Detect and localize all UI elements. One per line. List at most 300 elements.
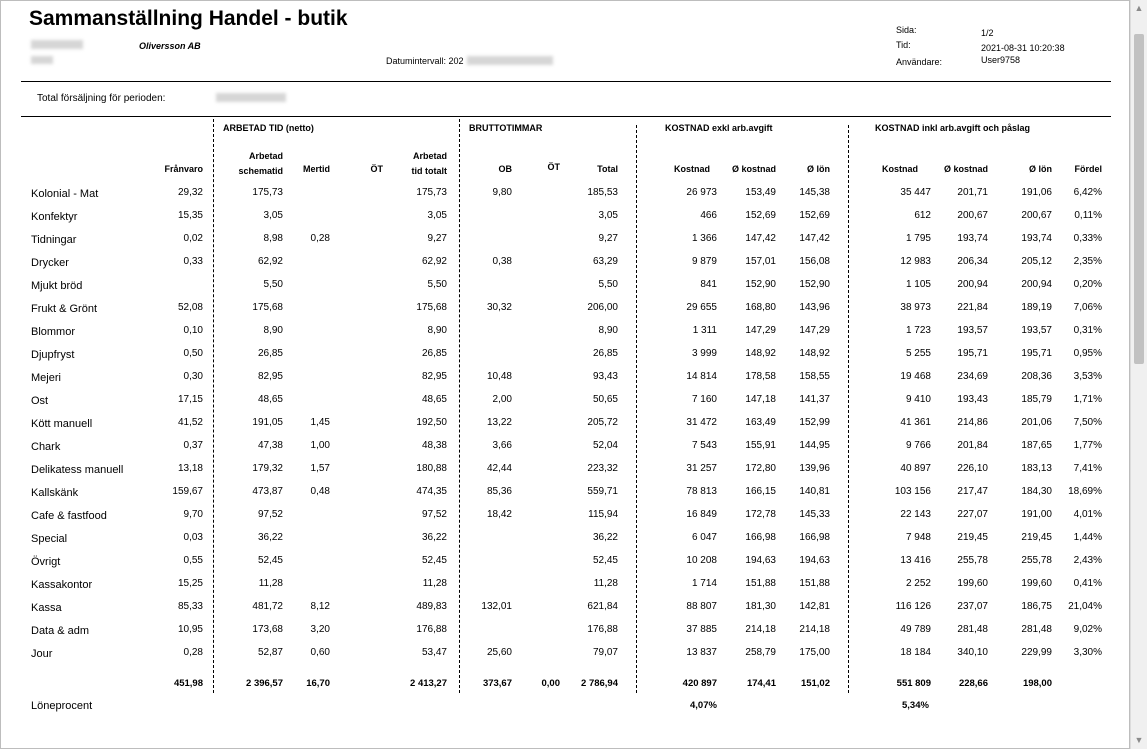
cell-okostnad-inkl: 193,74	[957, 233, 988, 244]
redacted-store-code	[31, 56, 53, 64]
cell-okostnad-inkl: 237,07	[957, 601, 988, 612]
cell-kostnad: 1 311	[692, 325, 717, 336]
cell-schematid: 52,87	[257, 647, 283, 658]
cell-ob: 132,01	[481, 601, 512, 612]
cell-okostnad: 151,88	[745, 578, 776, 589]
cell-kostnad-inkl: 2 252	[905, 578, 931, 589]
cell-ob: 0,38	[492, 256, 512, 267]
cell-olon: 142,81	[799, 601, 830, 612]
cell-olon-inkl: 193,57	[1021, 325, 1052, 336]
cell-fordel: 4,01%	[1073, 509, 1102, 520]
cell-fordel: 0,11%	[1074, 210, 1102, 221]
divider-kostnad	[848, 125, 849, 693]
cell-kostnad: 10 208	[686, 555, 717, 566]
cell-tid-totalt: 175,68	[416, 302, 447, 313]
cell-olon: 152,99	[799, 417, 830, 428]
row-label: Kallskänk	[31, 487, 79, 499]
cell-schematid: 48,65	[257, 394, 283, 405]
col-o-lon-inkl: Ø lön	[1029, 164, 1052, 174]
cell-schematid: 173,68	[252, 624, 283, 635]
cell-tid-totalt: 36,22	[421, 532, 447, 543]
cell-olon-inkl: 205,12	[1021, 256, 1052, 267]
cell-olon: 147,29	[799, 325, 830, 336]
cell-schematid: 8,90	[263, 325, 283, 336]
cell-okostnad-inkl: 201,71	[957, 187, 988, 198]
cell-kostnad: 16 849	[686, 509, 717, 520]
total-kostnad: 420 897	[682, 678, 717, 689]
row-label: Djupfryst	[31, 349, 75, 361]
cell-total: 3,05	[598, 210, 618, 221]
cell-total: 8,90	[598, 325, 618, 336]
cell-total: 115,94	[588, 509, 618, 520]
cell-franvaro: 159,67	[172, 486, 203, 497]
user-label: Användare:	[896, 57, 943, 67]
cell-olon-inkl: 189,19	[1021, 302, 1052, 313]
cell-olon-inkl: 186,75	[1021, 601, 1052, 612]
cell-schematid: 11,28	[258, 578, 283, 589]
cell-kostnad-inkl: 41 361	[900, 417, 931, 428]
cell-mertid: 8,12	[310, 601, 330, 612]
cell-schematid: 8,98	[263, 233, 283, 244]
cell-tid-totalt: 180,88	[416, 463, 447, 474]
cell-kostnad-inkl: 7 948	[905, 532, 931, 543]
cell-tid-totalt: 62,92	[421, 256, 447, 267]
scroll-thumb[interactable]	[1134, 34, 1144, 364]
cell-mertid: 0,48	[310, 486, 330, 497]
cell-schematid: 3,05	[263, 210, 283, 221]
col-o-lon: Ø lön	[807, 164, 830, 174]
cell-okostnad-inkl: 193,57	[957, 325, 988, 336]
cell-olon-inkl: 201,06	[1021, 417, 1052, 428]
cell-fordel: 18,69%	[1068, 486, 1102, 497]
cell-okostnad-inkl: 221,84	[957, 302, 988, 313]
total-o-kostnad-inkl: 228,66	[958, 678, 988, 689]
cell-kostnad: 14 814	[686, 371, 717, 382]
cell-total: 79,07	[592, 647, 618, 658]
cell-kostnad: 29 655	[686, 302, 717, 313]
cell-okostnad: 148,92	[745, 348, 776, 359]
cell-okostnad: 152,90	[745, 279, 776, 290]
cell-kostnad-inkl: 40 897	[900, 463, 931, 474]
total-franvaro: 451,98	[173, 678, 203, 689]
col-ot: ÖT	[370, 164, 383, 174]
cell-okostnad-inkl: 206,34	[957, 256, 988, 267]
cell-total: 11,28	[593, 578, 618, 589]
cell-schematid: 97,52	[257, 509, 283, 520]
cell-mertid: 0,28	[310, 233, 330, 244]
cell-ob: 9,80	[492, 187, 512, 198]
cell-tid-totalt: 82,95	[421, 371, 447, 382]
total-kostnad-inkl: 551 809	[896, 678, 931, 689]
cell-total: 9,27	[598, 233, 618, 244]
page-value: 1/2	[981, 28, 994, 38]
cell-total: 52,45	[592, 555, 618, 566]
cell-okostnad: 147,18	[745, 394, 776, 405]
row-label: Kolonial - Mat	[31, 188, 99, 200]
cell-schematid: 52,45	[257, 555, 283, 566]
scroll-up-arrow-icon[interactable]: ▲	[1134, 3, 1144, 13]
row-label: Övrigt	[31, 556, 61, 568]
cell-fordel: 0,41%	[1073, 578, 1102, 589]
cell-fordel: 0,20%	[1073, 279, 1102, 290]
cell-mertid: 1,57	[310, 463, 330, 474]
row-label: Tidningar	[31, 234, 77, 246]
cell-franvaro: 0,03	[183, 532, 203, 543]
row-label: Frukt & Grönt	[31, 303, 98, 315]
cell-total: 176,88	[587, 624, 618, 635]
cell-total: 93,43	[592, 371, 618, 382]
cell-kostnad-inkl: 5 255	[905, 348, 931, 359]
cell-kostnad: 841	[700, 279, 717, 290]
cell-fordel: 21,04%	[1068, 601, 1102, 612]
cell-tid-totalt: 97,52	[421, 509, 447, 520]
cell-fordel: 1,71%	[1073, 394, 1102, 405]
cell-tid-totalt: 52,45	[421, 555, 447, 566]
cell-okostnad: 178,58	[745, 371, 776, 382]
total-tid-totalt: 2 413,27	[410, 678, 447, 689]
cell-franvaro: 9,70	[183, 509, 203, 520]
cell-schematid: 473,87	[252, 486, 283, 497]
row-label: Drycker	[31, 257, 69, 269]
cell-okostnad-inkl: 193,43	[957, 394, 988, 405]
cell-ob: 18,42	[486, 509, 512, 520]
company-name: Oliversson AB	[139, 41, 201, 51]
cell-schematid: 481,72	[252, 601, 283, 612]
cell-fordel: 7,06%	[1073, 302, 1102, 313]
cell-tid-totalt: 48,65	[421, 394, 447, 405]
cell-olon: 148,92	[799, 348, 830, 359]
cell-olon: 152,90	[799, 279, 830, 290]
cell-kostnad: 1 366	[691, 233, 717, 244]
cell-okostnad-inkl: 219,45	[957, 532, 988, 543]
cell-olon: 143,96	[799, 302, 830, 313]
cell-okostnad-inkl: 214,86	[957, 417, 988, 428]
cell-olon: 139,96	[799, 463, 830, 474]
cell-ob: 13,22	[486, 417, 512, 428]
cell-kostnad-inkl: 49 789	[900, 624, 931, 635]
cell-fordel: 2,35%	[1073, 256, 1102, 267]
col-o-kostnad-inkl: Ø kostnad	[943, 164, 988, 174]
cell-olon: 147,42	[799, 233, 830, 244]
loneprocent-exkl: 4,07%	[690, 700, 717, 711]
cell-total: 185,53	[587, 187, 618, 198]
cell-olon: 144,95	[799, 440, 830, 451]
total-ot-brutto: 0,00	[541, 678, 560, 689]
cell-tid-totalt: 192,50	[416, 417, 447, 428]
cell-okostnad: 166,98	[745, 532, 776, 543]
cell-kostnad-inkl: 19 468	[900, 371, 931, 382]
cell-olon-inkl: 208,36	[1021, 371, 1052, 382]
col-ob: OB	[498, 164, 512, 174]
cell-franvaro: 0,37	[183, 440, 203, 451]
cell-tid-totalt: 53,47	[421, 647, 447, 658]
vertical-scrollbar[interactable]	[1130, 0, 1147, 749]
page-label: Sida:	[896, 25, 917, 35]
cell-tid-totalt: 8,90	[427, 325, 447, 336]
cell-okostnad: 168,80	[745, 302, 776, 313]
col-o-kostnad: Ø kostnad	[731, 164, 776, 174]
cell-olon: 151,88	[799, 578, 830, 589]
redacted-period-sales	[216, 93, 286, 102]
cell-olon-inkl: 255,78	[1021, 555, 1052, 566]
section-kostnad-inkl: KOSTNAD inkl arb.avgift och påslag	[875, 123, 1031, 133]
total-o-lon-inkl: 198,00	[1022, 678, 1052, 689]
cell-franvaro: 10,95	[177, 624, 203, 635]
section-kostnad-exkl: KOSTNAD exkl arb.avgift	[665, 123, 773, 133]
cell-olon-inkl: 191,06	[1021, 187, 1052, 198]
cell-franvaro: 13,18	[177, 463, 203, 474]
cell-kostnad: 1 714	[691, 578, 717, 589]
cell-kostnad-inkl: 1 105	[905, 279, 931, 290]
table-top-divider	[21, 116, 1111, 117]
cell-kostnad-inkl: 22 143	[900, 509, 931, 520]
cell-franvaro: 15,25	[177, 578, 203, 589]
cell-okostnad: 194,63	[745, 555, 776, 566]
row-label: Delikatess manuell	[31, 464, 124, 476]
row-label: Chark	[31, 441, 61, 453]
cell-olon-inkl: 199,60	[1021, 578, 1052, 589]
total-mertid: 16,70	[306, 678, 330, 689]
loneprocent-inkl: 5,34%	[902, 700, 929, 711]
cell-franvaro: 0,50	[183, 348, 203, 359]
cell-olon-inkl: 281,48	[1021, 624, 1052, 635]
cell-olon: 156,08	[799, 256, 830, 267]
cell-schematid: 191,05	[252, 417, 283, 428]
cell-kostnad-inkl: 9 766	[905, 440, 931, 451]
cell-olon: 145,33	[799, 509, 830, 520]
cell-schematid: 36,22	[257, 532, 283, 543]
cell-total: 206,00	[587, 302, 618, 313]
cell-franvaro: 52,08	[177, 302, 203, 313]
loneprocent-label: Löneprocent	[31, 700, 93, 712]
cell-olon: 140,81	[799, 486, 830, 497]
cell-franvaro: 85,33	[177, 601, 203, 612]
cell-okostnad-inkl: 340,10	[957, 647, 988, 658]
cell-schematid: 175,68	[252, 302, 283, 313]
cell-kostnad: 13 837	[686, 647, 717, 658]
row-label: Kassakontor	[31, 579, 93, 591]
cell-fordel: 2,43%	[1073, 555, 1102, 566]
cell-schematid: 179,32	[252, 463, 283, 474]
total-o-kostnad: 174,41	[746, 678, 776, 689]
cell-okostnad-inkl: 199,60	[957, 578, 988, 589]
total-total: 2 786,94	[581, 678, 618, 689]
cell-olon-inkl: 184,30	[1021, 486, 1052, 497]
cell-kostnad-inkl: 12 983	[900, 256, 931, 267]
cell-kostnad: 6 047	[691, 532, 717, 543]
col-franvaro: Frånvaro	[164, 164, 203, 174]
total-schematid: 2 396,57	[246, 678, 283, 689]
cell-mertid: 1,45	[310, 417, 330, 428]
cell-franvaro: 0,55	[183, 555, 203, 566]
cell-olon: 141,37	[799, 394, 830, 405]
date-interval-label: Datumintervall: 202	[386, 56, 464, 66]
cell-okostnad: 152,69	[745, 210, 776, 221]
cell-franvaro: 0,10	[183, 325, 203, 336]
cell-kostnad: 31 472	[686, 417, 717, 428]
col-arbetad-schematid: Arbetad schematid	[238, 151, 283, 176]
cell-ob: 42,44	[486, 463, 512, 474]
cell-kostnad: 26 973	[686, 187, 717, 198]
scroll-down-arrow-icon[interactable]: ▼	[1134, 735, 1144, 745]
cell-franvaro: 29,32	[177, 187, 203, 198]
row-label: Mejeri	[31, 372, 61, 384]
cell-mertid: 1,00	[310, 440, 330, 451]
cell-total: 52,04	[592, 440, 618, 451]
time-value: 2021-08-31 10:20:38	[981, 43, 1065, 53]
divider-brutto	[636, 125, 637, 693]
cell-mertid: 0,60	[310, 647, 330, 658]
cell-kostnad: 7 160	[691, 394, 717, 405]
cell-fordel: 1,44%	[1073, 532, 1102, 543]
cell-fordel: 7,50%	[1073, 417, 1102, 428]
section-arbetad-tid: ARBETAD TID (netto)	[223, 123, 314, 133]
cell-kostnad: 88 807	[686, 601, 717, 612]
cell-fordel: 3,30%	[1073, 647, 1102, 658]
cell-olon-inkl: 200,94	[1021, 279, 1052, 290]
header-divider	[21, 81, 1111, 82]
cell-olon: 214,18	[799, 624, 830, 635]
cell-olon: 145,38	[799, 187, 830, 198]
col-kostnad: Kostnad	[674, 164, 710, 174]
cell-kostnad-inkl: 1 723	[905, 325, 931, 336]
cell-kostnad-inkl: 18 184	[900, 647, 931, 658]
cell-ob: 2,00	[492, 394, 512, 405]
cell-mertid: 3,20	[310, 624, 330, 635]
cell-total: 36,22	[592, 532, 618, 543]
cell-schematid: 47,38	[257, 440, 283, 451]
col-kostnad-inkl: Kostnad	[882, 164, 918, 174]
cell-tid-totalt: 48,38	[421, 440, 447, 451]
cell-franvaro: 0,33	[183, 256, 203, 267]
cell-okostnad-inkl: 200,67	[957, 210, 988, 221]
cell-kostnad-inkl: 13 416	[900, 555, 931, 566]
row-label: Jour	[31, 648, 53, 660]
cell-ob: 85,36	[486, 486, 512, 497]
cell-okostnad-inkl: 201,84	[957, 440, 988, 451]
row-label: Kött manuell	[31, 418, 93, 430]
cell-kostnad: 7 543	[691, 440, 717, 451]
cell-franvaro: 0,28	[183, 647, 203, 658]
cell-kostnad: 31 257	[686, 463, 717, 474]
cell-fordel: 0,95%	[1073, 348, 1102, 359]
cell-olon-inkl: 187,65	[1021, 440, 1052, 451]
total-ob: 373,67	[482, 678, 512, 689]
cell-total: 205,72	[587, 417, 618, 428]
cell-tid-totalt: 176,88	[416, 624, 447, 635]
cell-ob: 25,60	[486, 647, 512, 658]
cell-okostnad-inkl: 281,48	[957, 624, 988, 635]
total-o-lon: 151,02	[800, 678, 830, 689]
cell-olon-inkl: 183,13	[1021, 463, 1052, 474]
time-label: Tid:	[896, 40, 911, 50]
cell-franvaro: 15,35	[177, 210, 203, 221]
cell-schematid: 5,50	[263, 279, 283, 290]
cell-kostnad: 78 813	[686, 486, 717, 497]
cell-okostnad: 181,30	[745, 601, 776, 612]
cell-okostnad: 163,49	[745, 417, 776, 428]
row-label: Ost	[31, 395, 49, 407]
cell-kostnad-inkl: 116 126	[895, 601, 931, 612]
cell-kostnad-inkl: 103 156	[894, 486, 931, 497]
cell-kostnad: 3 999	[691, 348, 717, 359]
cell-okostnad-inkl: 234,69	[957, 371, 988, 382]
cell-kostnad: 37 885	[686, 624, 717, 635]
cell-kostnad-inkl: 38 973	[900, 302, 931, 313]
cell-franvaro: 0,30	[183, 371, 203, 382]
cell-total: 223,32	[587, 463, 618, 474]
divider-arbetad	[459, 119, 460, 693]
cell-kostnad-inkl: 612	[914, 210, 931, 221]
cell-fordel: 0,31%	[1073, 325, 1102, 336]
row-label: Kassa	[31, 602, 62, 614]
col-ot-brutto: ÖT	[547, 162, 560, 172]
cell-olon-inkl: 185,79	[1021, 394, 1052, 405]
cell-okostnad: 157,01	[745, 256, 776, 267]
cell-total: 621,84	[587, 601, 618, 612]
cell-okostnad: 258,79	[745, 647, 776, 658]
cell-total: 5,50	[598, 279, 618, 290]
cell-okostnad-inkl: 227,07	[957, 509, 988, 520]
cell-okostnad-inkl: 200,94	[957, 279, 988, 290]
cell-olon: 158,55	[799, 371, 830, 382]
redacted-store-id	[31, 40, 83, 49]
redacted-date-interval	[467, 56, 553, 65]
cell-olon-inkl: 229,99	[1021, 647, 1052, 658]
col-total: Total	[597, 164, 618, 174]
cell-olon: 194,63	[799, 555, 830, 566]
cell-olon-inkl: 219,45	[1021, 532, 1052, 543]
cell-kostnad: 9 879	[691, 256, 717, 267]
cell-total: 63,29	[592, 256, 618, 267]
cell-okostnad: 153,49	[745, 187, 776, 198]
col-arbetad-tid-totalt: Arbetad tid totalt	[411, 151, 447, 176]
cell-fordel: 3,53%	[1073, 371, 1102, 382]
cell-fordel: 6,42%	[1073, 187, 1102, 198]
cell-olon-inkl: 200,67	[1021, 210, 1052, 221]
cell-tid-totalt: 474,35	[416, 486, 447, 497]
cell-tid-totalt: 175,73	[416, 187, 447, 198]
cell-olon: 166,98	[799, 532, 830, 543]
user-value: User9758	[981, 55, 1021, 65]
cell-schematid: 26,85	[257, 348, 283, 359]
cell-total: 26,85	[592, 348, 618, 359]
cell-fordel: 7,41%	[1073, 463, 1102, 474]
cell-okostnad: 214,18	[745, 624, 776, 635]
cell-schematid: 175,73	[252, 187, 283, 198]
cell-franvaro: 17,15	[177, 394, 203, 405]
cell-tid-totalt: 9,27	[427, 233, 447, 244]
cell-okostnad-inkl: 255,78	[957, 555, 988, 566]
cell-fordel: 1,77%	[1073, 440, 1102, 451]
cell-okostnad-inkl: 217,47	[957, 486, 988, 497]
divider-franvaro	[213, 119, 214, 693]
cell-fordel: 0,33%	[1073, 233, 1102, 244]
section-bruttotimmar: BRUTTOTIMMAR	[469, 123, 543, 133]
cell-okostnad: 147,29	[745, 325, 776, 336]
cell-kostnad-inkl: 35 447	[900, 187, 931, 198]
col-fordel: Fördel	[1074, 164, 1102, 174]
cell-fordel: 9,02%	[1073, 624, 1102, 635]
cell-ob: 10,48	[486, 371, 512, 382]
report-title: Sammanställning Handel - butik	[29, 7, 348, 30]
cell-okostnad: 172,78	[745, 509, 776, 520]
cell-ob: 30,32	[486, 302, 512, 313]
cell-tid-totalt: 489,83	[416, 601, 447, 612]
cell-kostnad-inkl: 1 795	[905, 233, 931, 244]
cell-olon: 152,69	[799, 210, 830, 221]
row-label: Special	[31, 533, 68, 545]
